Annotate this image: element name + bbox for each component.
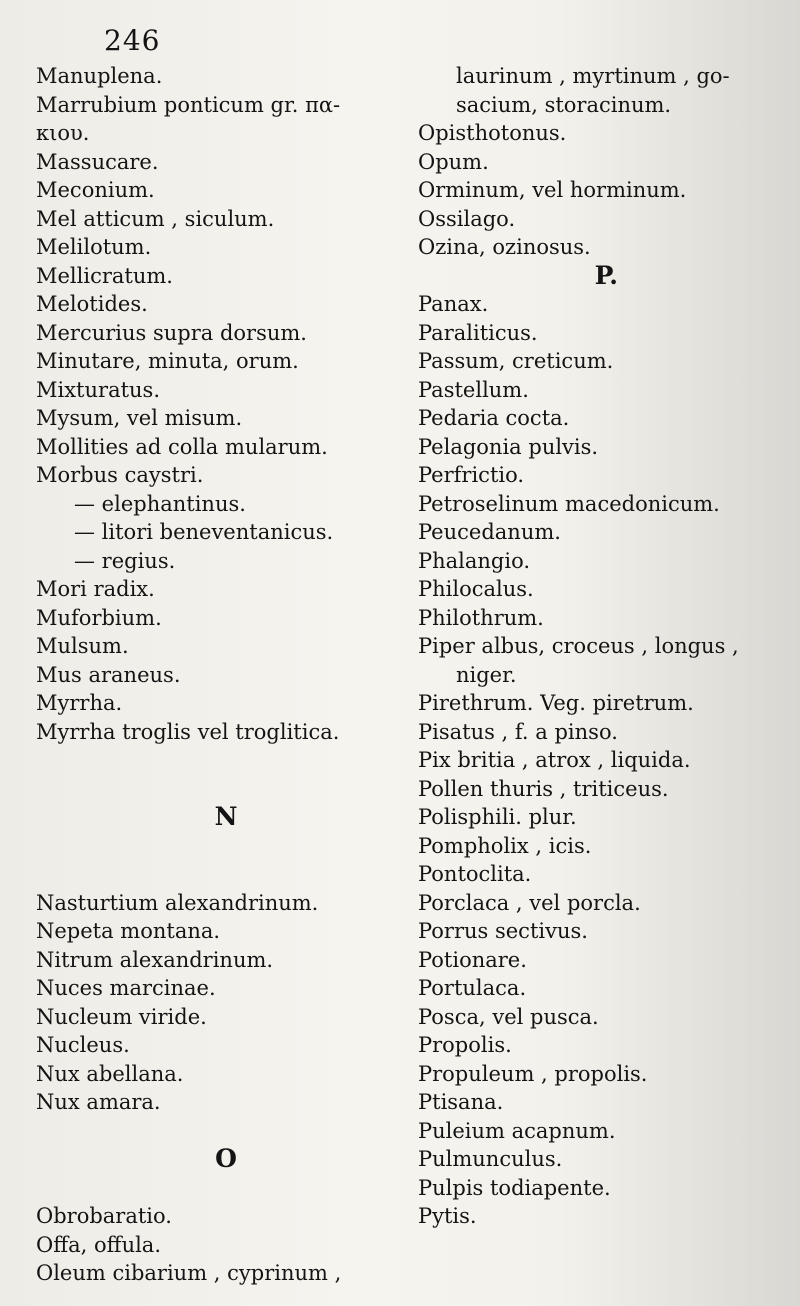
index-entry: Melilotum. (36, 235, 152, 259)
index-entry: Portulaca. (418, 976, 527, 1000)
index-entry: Pytis. (418, 1204, 477, 1228)
index-entry: Passum, creticum. (418, 349, 614, 373)
index-entry: niger. (456, 662, 517, 687)
index-entry: Philothrum. (418, 605, 544, 630)
index-entry: Mulsum. (36, 634, 129, 658)
index-entry: Peucedanum. (418, 520, 561, 544)
index-entry: laurinum , myrtinum , go- (456, 64, 730, 88)
index-entry: Paraliticus. (418, 320, 538, 345)
index-entry: Opum. (418, 149, 489, 174)
index-entry: Melotides. (36, 292, 148, 316)
index-entry: Manuplena. (36, 64, 163, 88)
index-entry: Mercurius supra dorsum. (36, 320, 307, 345)
index-entry: Pollen thuris , triticeus. (418, 776, 669, 801)
section-heading-n: N (214, 802, 238, 831)
index-entry: Offa, offula. (36, 1232, 162, 1257)
index-entry: Porclaca , vel porcla. (418, 890, 641, 915)
index-entry: Panax. (418, 292, 489, 316)
index-entry: Myrrha troglis vel troglitica. (36, 719, 340, 744)
index-entry: Nepeta montana. (36, 919, 221, 943)
index-entry: Nux abellana. (36, 1061, 184, 1086)
index-entry: Porrus sectivus. (418, 919, 588, 943)
spacer (36, 832, 376, 861)
index-entry: Polisphili. plur. (418, 805, 577, 829)
index-entry: Nasturtium alexandrinum. (36, 890, 319, 915)
index-entry: Massucare. (36, 149, 159, 174)
spacer (36, 746, 376, 775)
index-entry: Propuleum , propolis. (418, 1061, 648, 1086)
index-entry: sacium, storacinum. (456, 92, 672, 117)
index-entry: Pedaria cocta. (418, 406, 570, 430)
index-entry: Nucleus. (36, 1033, 130, 1057)
index-entry: Pirethrum. Veg. piretrum. (418, 691, 694, 715)
index-entry: — regius. (74, 548, 176, 573)
index-entry: Meconium. (36, 178, 155, 202)
index-entry: — elephantinus. (74, 491, 246, 516)
index-entry: Petroselinum macedonicum. (418, 491, 720, 516)
index-entry: Pix britia , atrox , liquida. (418, 748, 691, 772)
index-entry: Pelagonia pulvis. (418, 434, 599, 459)
index-entry: Pontoclita. (418, 862, 532, 886)
spacer (36, 860, 376, 889)
spacer (36, 775, 376, 804)
index-entry: Ptisana. (418, 1090, 504, 1114)
section-heading-o: O (215, 1144, 237, 1173)
left-column (36, 62, 376, 1288)
index-entry: Mysum, vel misum. (36, 406, 243, 430)
index-entry: Piper albus, croceus , longus , (418, 634, 739, 658)
index-entry: Minutare, minuta, orum. (36, 349, 299, 373)
spacer (36, 1117, 376, 1146)
index-entry: Philocalus. (418, 577, 534, 601)
index-entry: Puleium acapnum. (418, 1118, 616, 1143)
index-entry: Morbus caystri. (36, 463, 204, 487)
index-entry: Mellicratum. (36, 263, 173, 288)
index-entry: Posca, vel pusca. (418, 1004, 599, 1029)
index-entry: Phalangio. (418, 548, 531, 573)
index-entry: Obrobaratio. (36, 1204, 172, 1228)
right-column (418, 62, 768, 1231)
index-entry: Nucleum viride. (36, 1004, 207, 1029)
index-entry: Nux amara. (36, 1090, 161, 1114)
index-entry: Pisatus , f. a pinso. (418, 719, 618, 744)
index-entry: Orminum, vel horminum. (418, 178, 687, 202)
index-entry: Ozina, ozinosus. (418, 235, 591, 259)
index-entry: κιου. (36, 121, 90, 145)
section-heading-p: P. (594, 260, 618, 290)
index-entry: Pastellum. (418, 377, 529, 402)
index-entry: Nuces marcinae. (36, 976, 216, 1000)
index-entry: Ossilago. (418, 206, 516, 231)
index-entry: Pompholix , icis. (418, 833, 592, 858)
index-entry: Mollities ad colla mularum. (36, 434, 328, 459)
index-entry: Propolis. (418, 1033, 512, 1057)
index-entry: Mori radix. (36, 577, 155, 601)
index-entry: Pulmunculus. (418, 1147, 563, 1171)
index-entry: Oleum cibarium , cyprinum , (36, 1261, 342, 1285)
spacer (36, 1174, 376, 1203)
index-entry: — litori beneventanicus. (74, 520, 334, 544)
index-entry: Perfrictio. (418, 463, 525, 487)
index-entry: Muforbium. (36, 605, 162, 630)
index-entry: Pulpis todiapente. (418, 1175, 611, 1200)
index-entry: Potionare. (418, 947, 527, 972)
page-number: 246 (104, 24, 161, 57)
index-entry: Marrubium ponticum gr. πα- (36, 92, 341, 117)
index-entry: Mus araneus. (36, 662, 181, 687)
index-entry: Opisthotonus. (418, 121, 567, 145)
index-entry: Mel atticum , siculum. (36, 206, 275, 231)
index-entry: Nitrum alexandrinum. (36, 947, 274, 972)
index-entry: Mixturatus. (36, 377, 161, 402)
index-entry: Myrrha. (36, 691, 123, 715)
